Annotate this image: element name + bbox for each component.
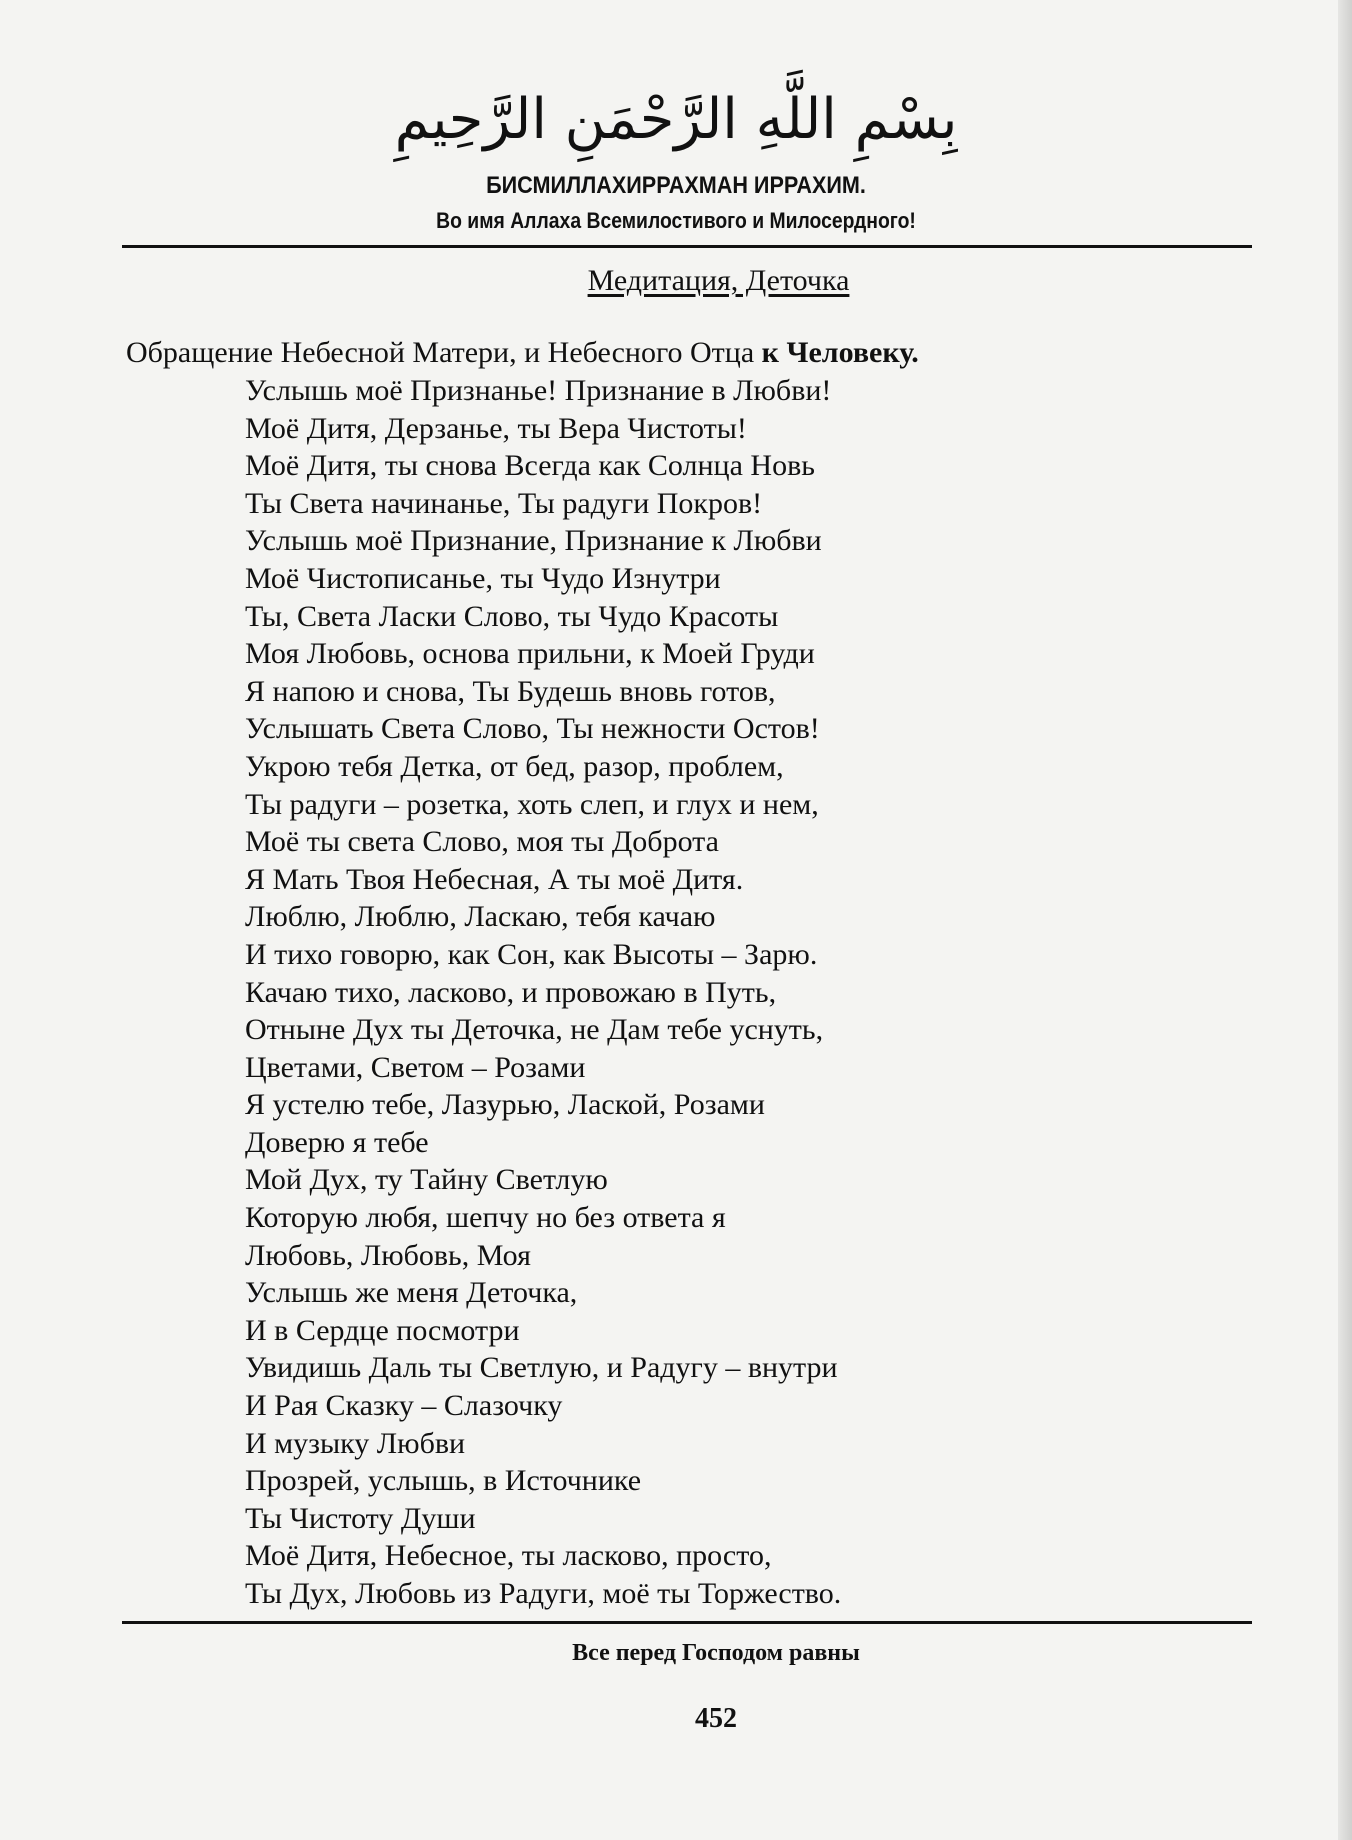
verse-line: Услышать Света Слово, Ты нежности Остов! — [245, 712, 820, 746]
poem-verses — [245, 372, 841, 1613]
verse-line: Моё Дитя, Небесное, ты ласково, просто, — [245, 1539, 772, 1573]
page-number: 452 — [695, 1703, 737, 1734]
verse-line: Любовь, Любовь, Моя — [245, 1238, 531, 1272]
verse-line: Качаю тихо, ласково, и провожаю в Путь, — [245, 975, 777, 1009]
bismillah-calligraphy: بِسْمِ اللَّهِ الرَّحْمَنِ الرَّحِيمِ — [394, 87, 958, 152]
verse-line: Услышь моё Признание, Признание к Любви — [245, 524, 822, 558]
verse-line: Ты Дух, Любовь из Радуги, моё ты Торжество. — [245, 1577, 842, 1610]
address-bold-text: к Человеку. — [761, 336, 919, 369]
verse-line: Моя Любовь, основа прильни, к Моей Груди — [245, 637, 815, 671]
verse-line: Я устелю тебе, Лазурью, Лаской, Розами — [245, 1088, 765, 1122]
verse-line: Ты радуги – розетка, хоть слеп, и глух и нем, — [245, 787, 819, 821]
footer-divider — [122, 1621, 1252, 1624]
verse-line: Ты Чистоту Души — [245, 1501, 476, 1535]
verse-line: И в Сердце посмотри — [245, 1313, 520, 1347]
verse-line: Цветами, Светом – Розами — [245, 1050, 586, 1084]
verse-line: Услышь моё Признанье! Признание в Любви! — [245, 374, 832, 407]
verse-line: И Рая Сказку – Слазочку — [245, 1389, 563, 1423]
verse-line: Моё Дитя, ты снова Всегда как Солнца Новь — [245, 449, 815, 483]
poem-address-line — [126, 334, 919, 372]
verse-line: Мой Дух, ту Тайну Светлую — [245, 1163, 608, 1197]
header-divider — [122, 245, 1252, 248]
verse-line: Доверю я тебе — [245, 1125, 429, 1159]
verse-line: Я напою и снова, Ты Будешь вновь готов, — [245, 674, 776, 708]
verse-line: И тихо говорю, как Сон, как Высоты – Зарю. — [245, 937, 818, 971]
verse-line: И музыку Любви — [245, 1426, 466, 1460]
verse-line: Ты Света начинанье, Ты радуги Покров! — [245, 486, 763, 520]
verse-line: Прозрей, услышь, в Источнике — [245, 1464, 642, 1498]
page-header-subtitle: Во имя Аллаха Всемилостивого и Милосердного! — [436, 208, 916, 233]
verse-line: Моё ты света Слово, моя ты Доброта — [245, 825, 719, 859]
verse-line: Отныне Дух ты Деточка, не Дам тебе уснуть, — [245, 1013, 824, 1047]
verse-line: Которую любя, шепчу но без ответа я — [245, 1201, 726, 1235]
page-header-title: БИСМИЛЛАХИРРАХМАН ИРРАХИМ. — [486, 172, 866, 199]
verse-line: Люблю, Люблю, Ласкаю, тебя качаю — [245, 900, 716, 934]
verse-line: Ты, Света Ласки Слово, ты Чудо Красоты — [245, 599, 779, 633]
verse-line: Увидишь Даль ты Светлую, и Радугу – внутри — [245, 1351, 838, 1385]
address-text: Обращение Небесной Матери, и Небесного Отца — [126, 336, 762, 369]
verse-line: Я Мать Твоя Небесная, А ты моё Дитя. — [245, 862, 744, 896]
poem-title: Медитация, Деточка — [587, 264, 850, 297]
verse-line: Моё Дитя, Дерзанье, ты Вера Чистоты! — [245, 411, 747, 445]
verse-line: Моё Чистописанье, ты Чудо Изнутри — [245, 561, 721, 595]
running-footer: Все перед Господом равны — [572, 1640, 860, 1666]
verse-line: Укрою тебя Детка, от бед, разор, проблем, — [245, 749, 784, 783]
verse-line: Услышь же меня Деточка, — [245, 1276, 578, 1310]
